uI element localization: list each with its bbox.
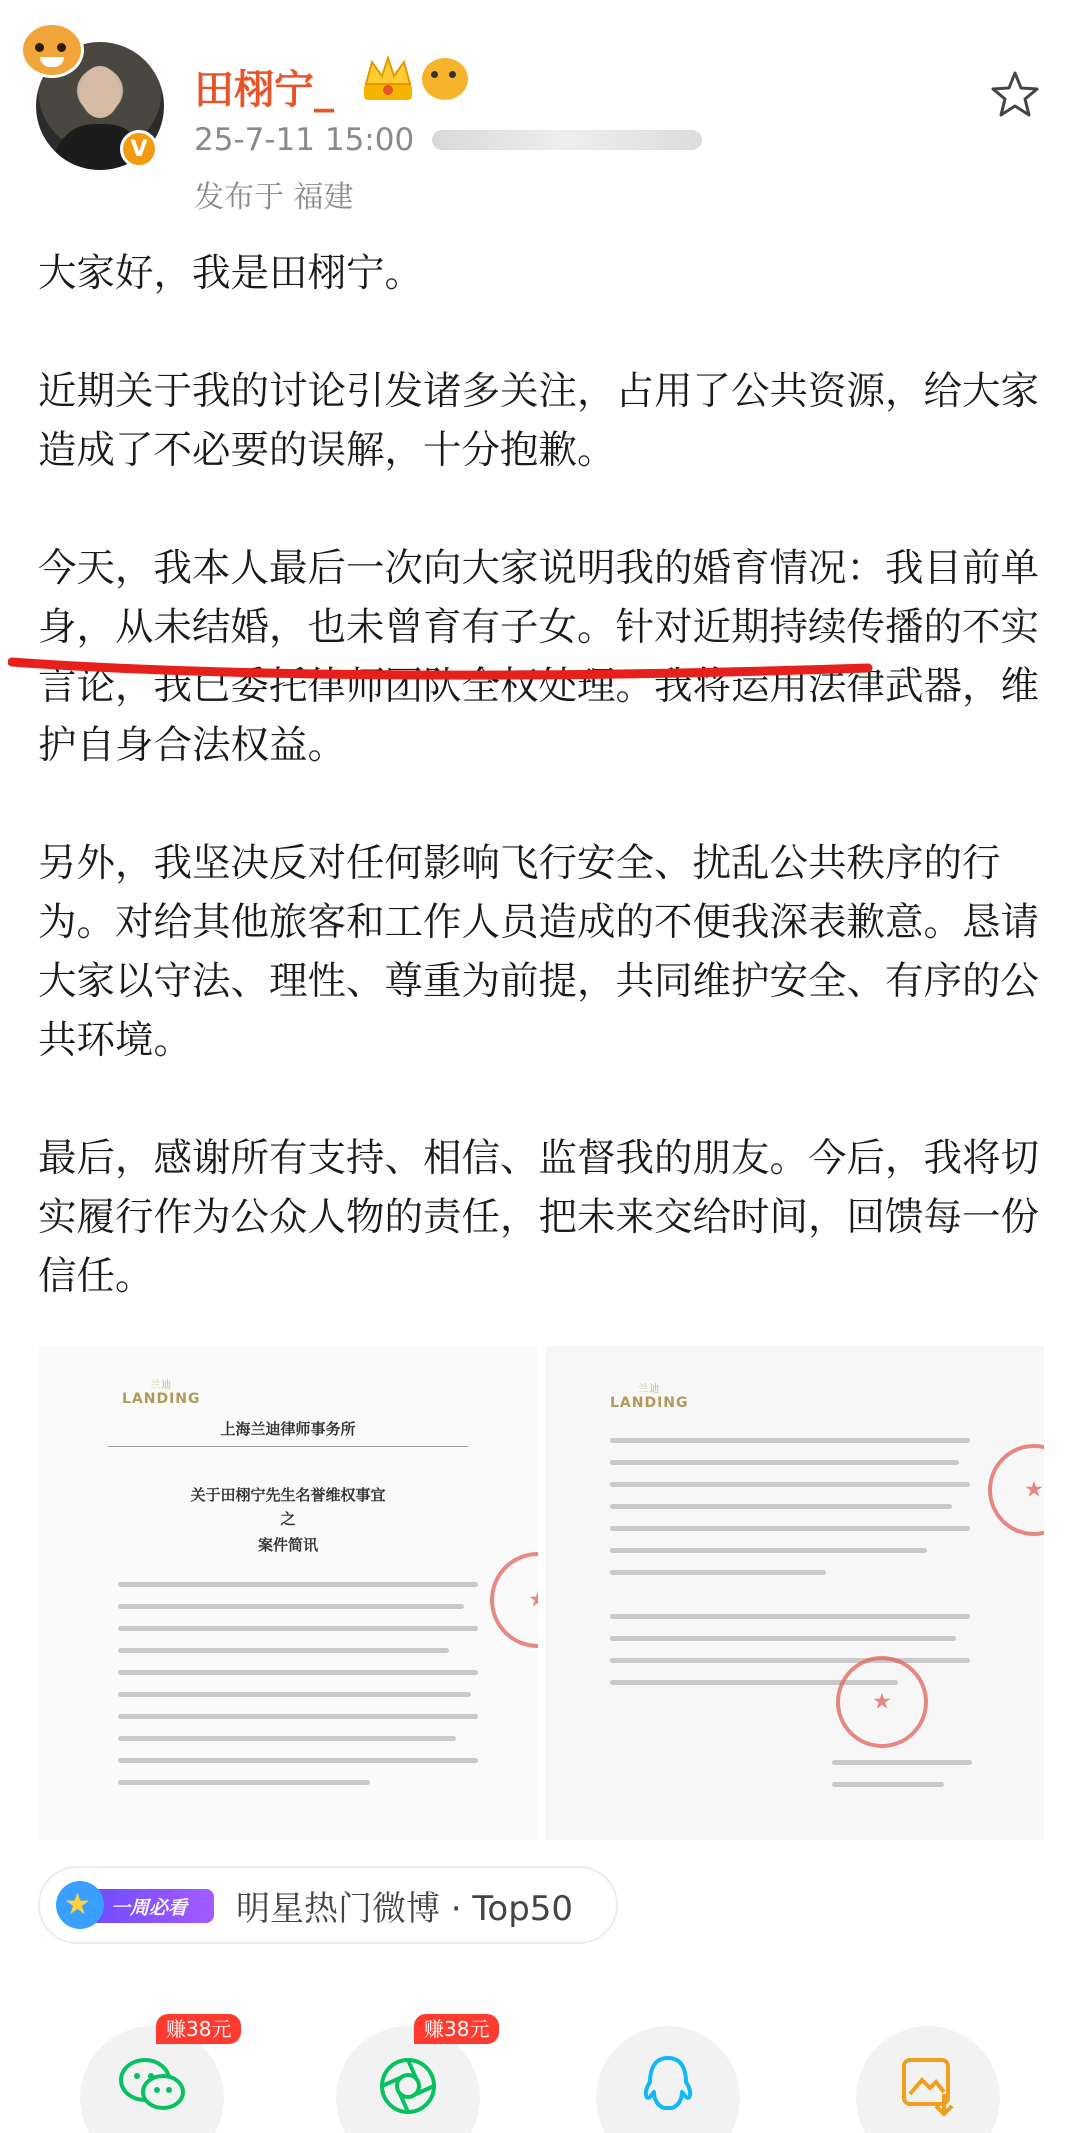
- firm-name: 上海兰迪律师事务所: [220, 1420, 356, 1438]
- post-paragraph: 大家好，我是田栩宁。: [38, 251, 424, 296]
- tag-label: 明星热门微博 · Top50: [236, 1888, 574, 1929]
- reward-badge: 赚38元: [156, 2014, 241, 2044]
- law-firm-seal-edge-icon: [988, 1444, 1044, 1536]
- weekly-must-see-badge-icon: 一周必看 ★: [56, 1879, 216, 1931]
- save-image-button[interactable]: [856, 2026, 1000, 2133]
- post-paragraph: 最后，感谢所有支持、相信、监督我的朋友。今后，我将切实履行作为公众人物的责任，把未来交给时间，回馈每一份信任。: [38, 1136, 1040, 1299]
- post-location: 发布于 福建: [194, 180, 354, 215]
- reward-badge: 赚38元: [414, 2014, 499, 2044]
- document-body-text: [118, 1582, 478, 1802]
- post-paragraph: 近期关于我的讨论引发诸多关注，占用了公共资源，给大家造成了不必要的误解，十分抱歉。: [38, 369, 1040, 473]
- divider: [108, 1446, 468, 1447]
- pufferfish-emoji-icon: [422, 58, 468, 100]
- law-firm-seal-icon: [490, 1552, 538, 1648]
- firm-logo: 兰迪 LANDING: [122, 1380, 201, 1407]
- moments-aperture-icon: [376, 2054, 440, 2118]
- qq-penguin-icon: [640, 2054, 696, 2120]
- document-title: 关于田栩宁先生名誉维权事宜: [190, 1486, 386, 1504]
- save-image-icon: [898, 2054, 958, 2116]
- document-subtitle: 案件简讯: [257, 1536, 318, 1554]
- post-paragraph: 今天，我本人最后一次向大家说明我的婚育情况：我目前单身，从未结婚，也未曾育有子女。针对近期持续传播的不实言论，我已委托律师团队全权处理。我将运用法律武器，维护自身合法权益。: [38, 546, 1040, 768]
- post-header: [0, 0, 1080, 220]
- document-title-connector: 之: [280, 1510, 296, 1528]
- post-timestamp: 25-7-11 15:00: [194, 122, 415, 158]
- crown-badge-icon: [360, 54, 416, 104]
- share-bar: [0, 2000, 1080, 2133]
- law-firm-seal-icon: [836, 1656, 928, 1748]
- legal-document-page-2[interactable]: [546, 1346, 1044, 1840]
- firm-logo: 兰迪 LANDING: [610, 1384, 689, 1411]
- document-body-text: [610, 1438, 970, 1702]
- verified-badge-icon: V: [120, 130, 158, 168]
- tiger-avatar-frame-icon: [20, 22, 84, 78]
- post-body: [38, 244, 1050, 1306]
- weekly-hot-tag[interactable]: [38, 1866, 618, 1944]
- username[interactable]: 田栩宁_: [194, 67, 334, 113]
- share-qq-button[interactable]: [596, 2026, 740, 2133]
- blurred-source-text: [432, 130, 702, 150]
- favorite-star-icon[interactable]: [988, 68, 1042, 122]
- post-paragraph: 另外，我坚决反对任何影响飞行安全、扰乱公共秩序的行为。对给其他旅客和工作人员造成的不便我深表歉意。恳请大家以守法、理性、尊重为前提，共同维护安全、有序的公共环境。: [38, 841, 1040, 1063]
- avatar-face: [80, 66, 120, 118]
- wechat-icon: [117, 2054, 187, 2116]
- document-signature-lines: [832, 1760, 972, 1804]
- legal-document-page-1[interactable]: [38, 1346, 538, 1840]
